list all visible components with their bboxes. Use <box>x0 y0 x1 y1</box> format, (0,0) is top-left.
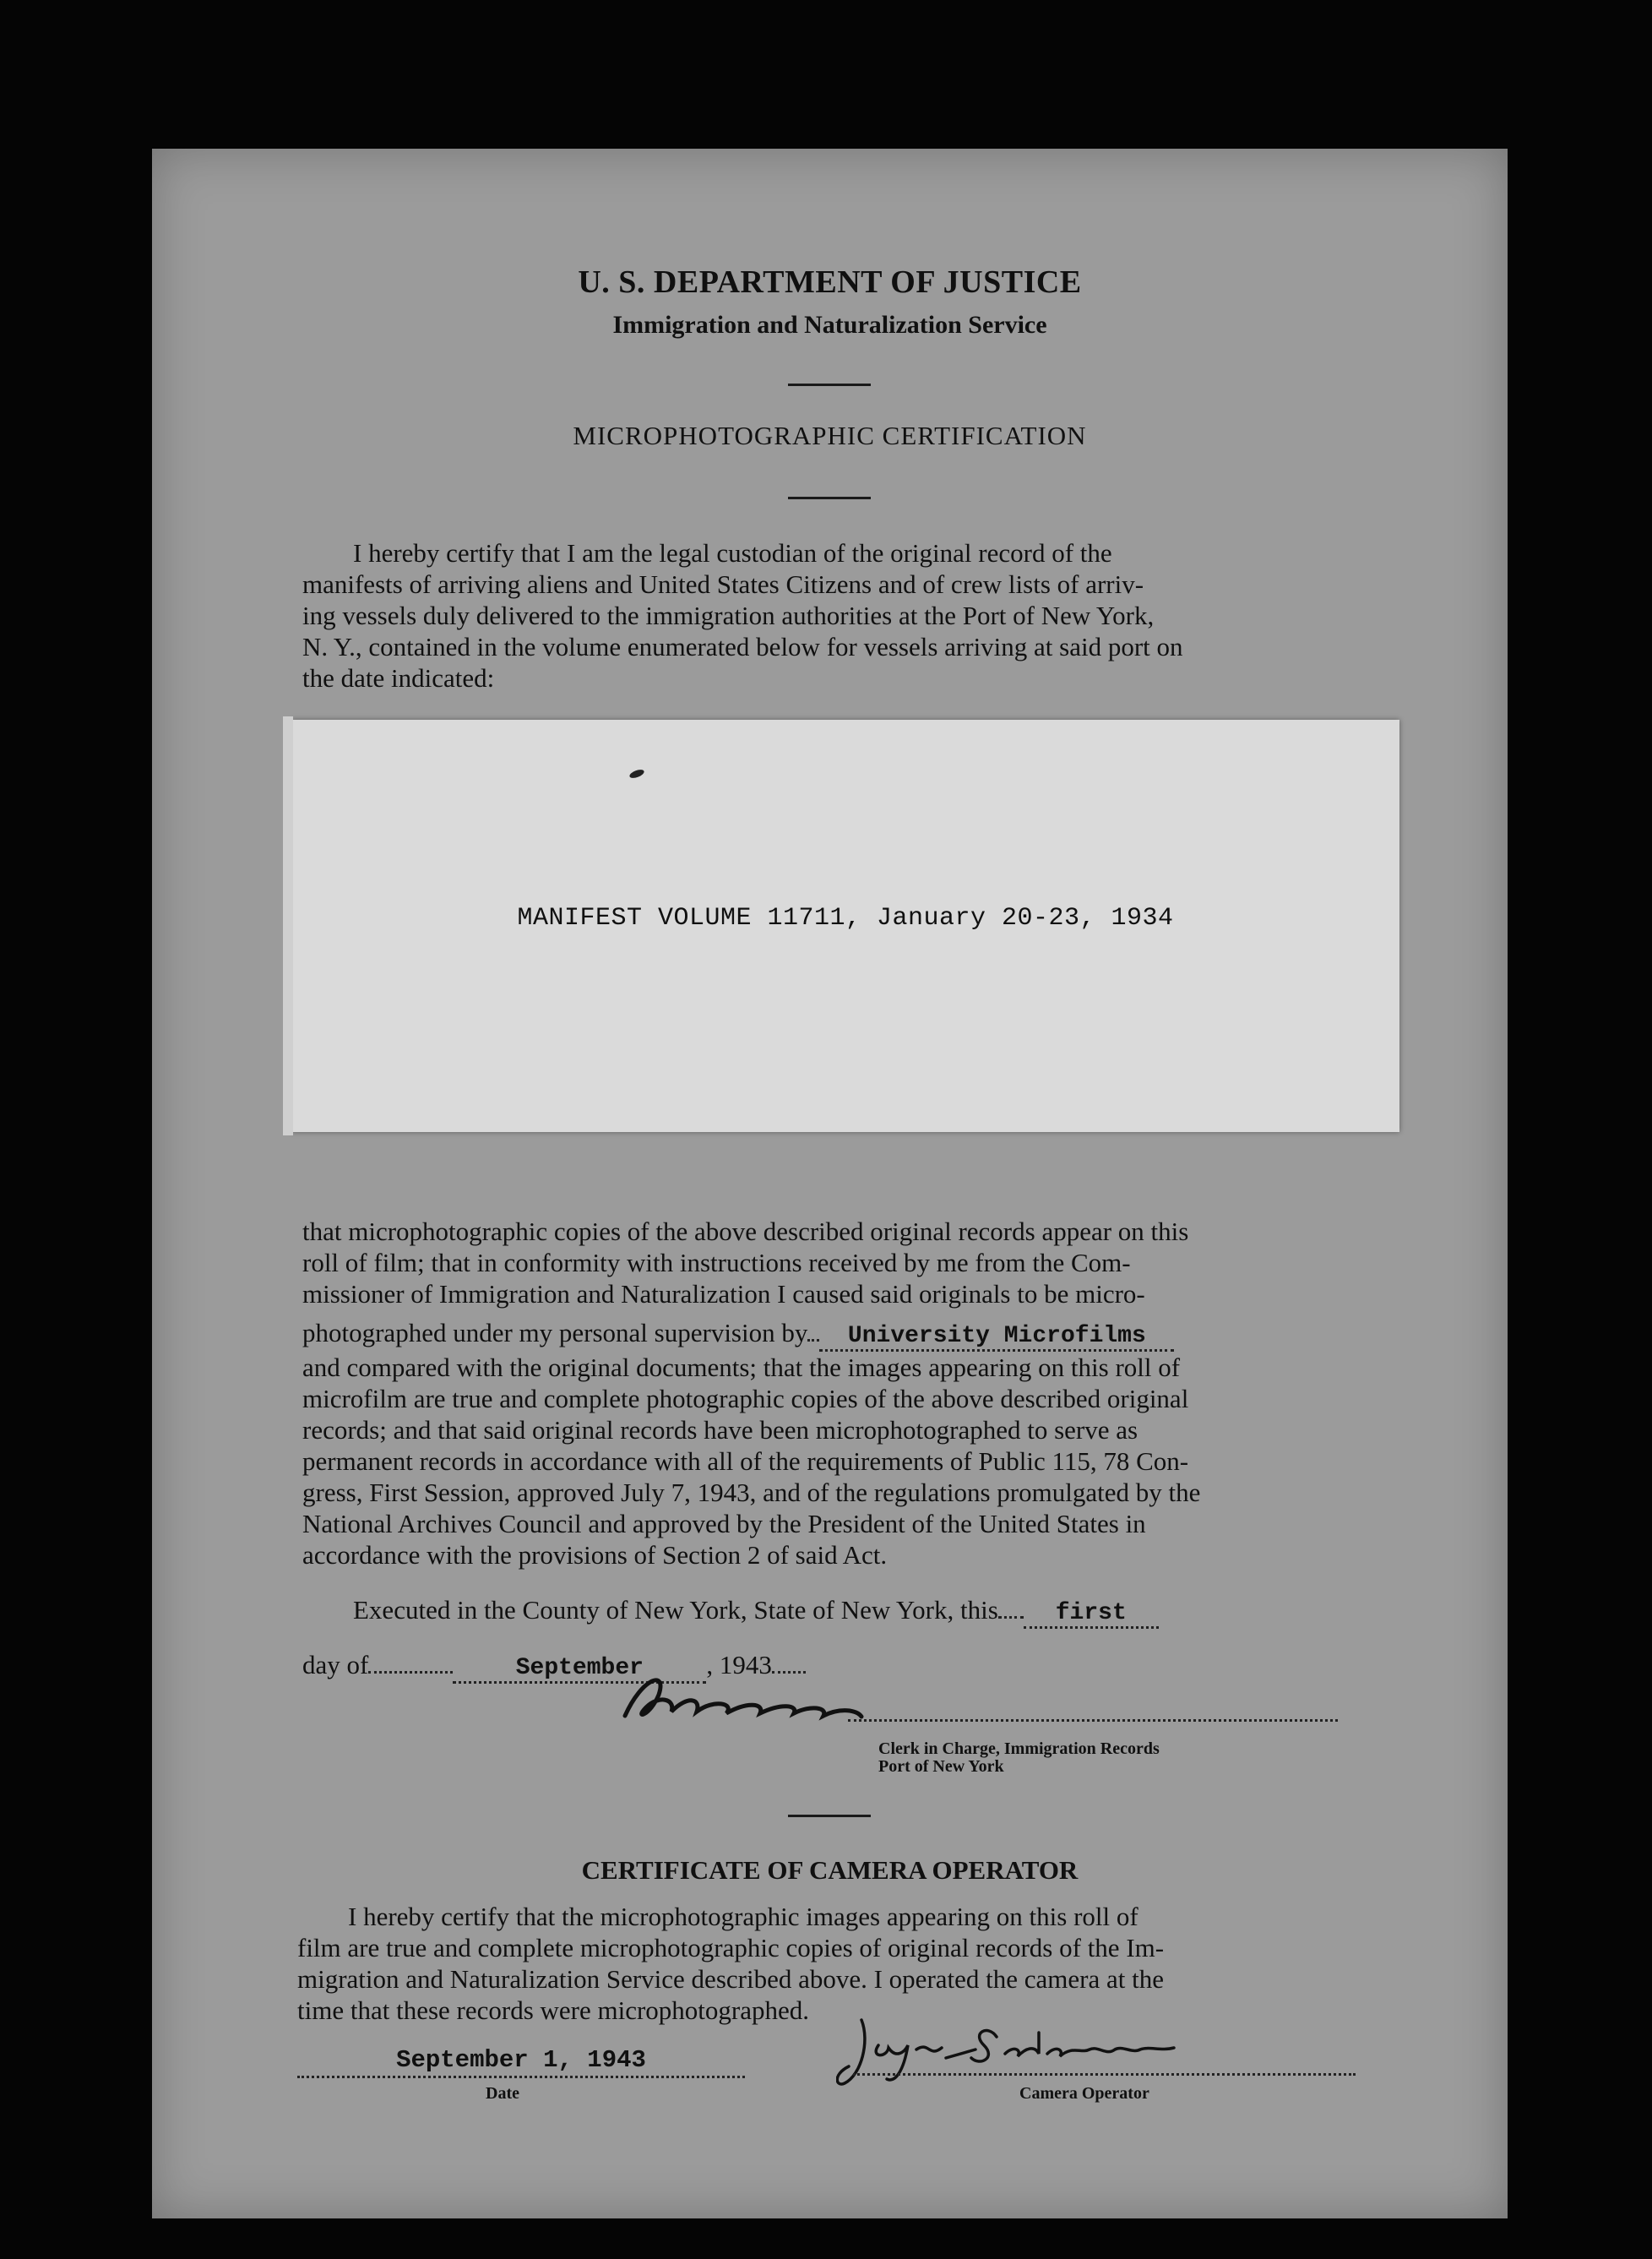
supervision-value: University Microfilms <box>819 1323 1174 1352</box>
dotted-leader <box>998 1616 1024 1619</box>
body-paragraph-b <box>302 1352 1358 1570</box>
certification-title: MICROPHOTOGRAPHIC CERTIFICATION <box>573 421 1087 450</box>
intro-paragraph <box>302 537 1358 694</box>
camera-operator-label: Camera Operator <box>1019 2084 1149 2103</box>
supervision-line <box>302 1318 1358 1352</box>
camera-operator-signature <box>836 2007 1191 2092</box>
body-line: permanent records in accordance with all of the requirements of Public 115, 78 Con- <box>302 1446 1189 1476</box>
intro-line: ing vessels duly delivered to the immigration authorities at the Port of New York, <box>302 601 1155 630</box>
department-title: U. S. DEPARTMENT OF JUSTICE <box>578 264 1082 300</box>
camera-line: I hereby certify that the microphotographic images appearing on this roll of <box>348 1902 1138 1931</box>
supervision-prefix: photographed under my personal supervision by <box>302 1318 808 1347</box>
body-line: and compared with the original documents; that the images appearing on this roll of <box>302 1353 1181 1382</box>
body-line: records; and that said original records have been microphotographed to serve as <box>302 1415 1138 1445</box>
day-value: first <box>1024 1600 1159 1629</box>
intro-line: manifests of arriving aliens and United States Citizens and of crew lists of arriv- <box>302 569 1144 599</box>
dotted-leader <box>807 1339 819 1342</box>
year-text: , 1943 <box>706 1650 772 1679</box>
divider <box>788 497 871 499</box>
body-line: that microphotographic copies of the above described original records appear on this <box>302 1217 1189 1246</box>
camera-date-label: Date <box>486 2084 519 2103</box>
clerk-title-line2: Port of New York <box>878 1757 1004 1776</box>
intro-line: I hereby certify that I am the legal custodian of the original record of the <box>353 538 1112 568</box>
certificate-page <box>152 149 1508 2218</box>
clerk-title <box>878 1740 1160 1776</box>
day-of-label: day of <box>302 1650 369 1679</box>
month-value: September <box>453 1655 706 1684</box>
camera-certificate-heading: CERTIFICATE OF CAMERA OPERATOR <box>581 1855 1079 1885</box>
camera-date-value: September 1, 1943 <box>297 2046 745 2078</box>
ink-smudge <box>628 768 645 780</box>
camera-line: migration and Naturalization Service described above. I operated the camera at the <box>297 1964 1164 1994</box>
intro-line: N. Y., contained in the volume enumerated below for vessels arriving at said port on <box>302 632 1183 661</box>
body-paragraph-a <box>302 1216 1358 1309</box>
dotted-leader <box>368 1671 453 1674</box>
camera-line: film are true and complete microphotographic copies of original records of the Im- <box>297 1933 1165 1962</box>
divider <box>788 384 871 386</box>
body-line: gress, First Session, approved July 7, 1943, and of the regulations promulgated by the <box>302 1478 1201 1507</box>
clerk-title-line1: Clerk in Charge, Immigration Records <box>878 1739 1160 1758</box>
executed-line <box>353 1595 1159 1629</box>
service-subtitle: Immigration and Naturalization Service <box>612 311 1047 339</box>
camera-line: time that these records were microphotographed. <box>297 1995 809 2025</box>
body-line: roll of film; that in conformity with instructions received by me from the Com- <box>302 1248 1131 1277</box>
executed-prefix: Executed in the County of New York, State of New York, this <box>353 1595 998 1625</box>
manifest-volume-text: MANIFEST VOLUME 11711, January 20-23, 1934 <box>517 904 1174 933</box>
body-line: missioner of Immigration and Naturalization I caused said originals to be micro- <box>302 1279 1145 1309</box>
body-line: microfilm are true and complete photographic copies of the above described original <box>302 1384 1189 1413</box>
volume-card <box>291 720 1399 1132</box>
operator-signature-line <box>853 2073 1356 2076</box>
intro-line: the date indicated: <box>302 663 495 693</box>
clerk-signature <box>608 1669 887 1728</box>
clerk-signature-line <box>848 1719 1338 1722</box>
body-line: National Archives Council and approved by the President of the United States in <box>302 1509 1146 1538</box>
camera-paragraph <box>297 1901 1358 2026</box>
body-line: accordance with the provisions of Section 2 of said Act. <box>302 1540 888 1570</box>
divider <box>788 1815 871 1817</box>
